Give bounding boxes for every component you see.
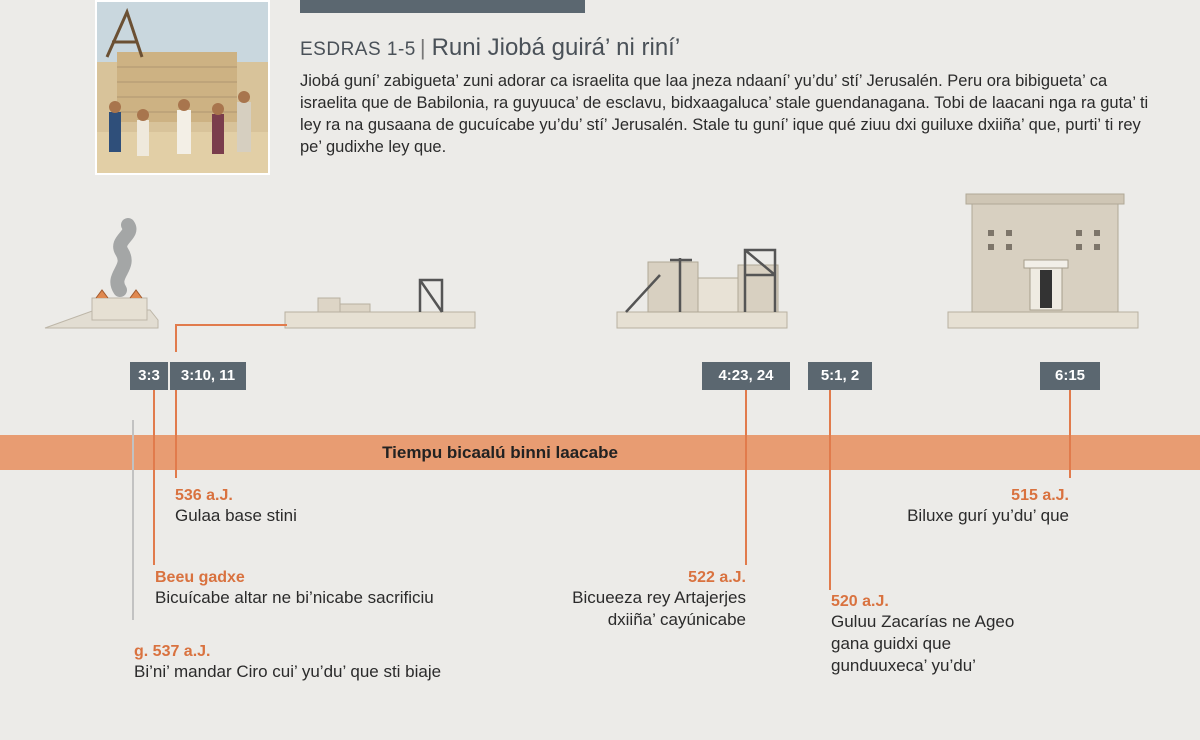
unfinished-walls-illustration — [617, 250, 787, 328]
temple-construction-illustration — [95, 0, 270, 175]
top-bar — [300, 0, 585, 13]
connector-foundation-vertical — [175, 324, 177, 352]
event-line — [175, 390, 177, 478]
title-text: Runi Jiobá guirá’ ni riní’ — [431, 34, 681, 61]
ref-tag: 3:10, 11 — [170, 362, 246, 390]
event-line — [745, 390, 747, 565]
intro-paragraph: Jiobá guní’ zabigueta’ zuni adorar ca israelita que laa jneza ndaaní’ yu’du’ stí’ Jerusalén. Peru ora bibigueta’ ca israelita que de Babilonia, ra guyuuca’ de esclavu, bidxaagaluca’ stale guendanagana. Tobi de laacani nga ra guta’ ti ley ra na gusaana de gucuícabe yu’du’ stí’ Jerusalén. Stale tu guní’ ique qué ziuu dxi guiluxe dxiiña’ que, purti’ ti rey pe’ gudixhe ley que. — [300, 72, 1149, 156]
event-text: Gulaa base stini — [175, 506, 297, 525]
ref-tag: 4:23, 24 — [702, 362, 790, 390]
event-date: 515 a.J. — [1011, 487, 1069, 504]
event-seventh-month — [155, 569, 434, 609]
event-date: g. 537 a.J. — [134, 643, 211, 660]
event-line — [829, 390, 831, 590]
event-text-line: gana guidxi que — [831, 634, 952, 653]
event-date: 522 a.J. — [688, 569, 746, 586]
event-515 — [860, 487, 1069, 527]
event-520 — [831, 593, 1014, 677]
event-line — [153, 390, 155, 565]
ref-tag: 5:1, 2 — [808, 362, 872, 390]
event-line — [132, 420, 134, 620]
altar-illustration — [45, 225, 158, 328]
event-text-line: Guluu Zacarías ne Ageo — [831, 612, 1015, 631]
event-522 — [520, 569, 746, 631]
book-reference: ESDRAS 1-5 — [300, 39, 416, 60]
page-title — [300, 34, 680, 62]
event-537 — [134, 643, 441, 683]
event-text: Biluxe gurí yu’du’ que — [907, 506, 1069, 525]
event-text-line: gunduuxeca’ yu’du’ — [831, 656, 976, 675]
ref-tag: 6:15 — [1040, 362, 1100, 390]
title-separator: | — [419, 35, 426, 60]
completed-temple-illustration — [948, 194, 1138, 328]
event-date: 536 a.J. — [175, 487, 233, 504]
foundation-illustration — [285, 280, 475, 328]
timeline-band-label: Tiempu bicaalú binni laacabe — [382, 443, 618, 462]
event-text-line: Bicueeza rey Artajerjes — [572, 588, 746, 607]
event-text-line: dxiiña’ cayúnicabe — [607, 610, 746, 629]
event-text: Bicuícabe altar ne bi’nicabe sacrificiu — [155, 588, 434, 607]
event-line — [1069, 390, 1071, 478]
event-date: Beeu gadxe — [155, 569, 245, 586]
ref-tag: 3:3 — [130, 362, 168, 390]
connector-foundation — [175, 324, 287, 326]
event-536 — [175, 487, 297, 527]
event-text: Bi’ni’ mandar Ciro cui’ yu’du’ que sti biaje — [134, 662, 442, 681]
event-date: 520 a.J. — [831, 593, 889, 610]
construction-stages-illustrations — [0, 180, 1200, 340]
